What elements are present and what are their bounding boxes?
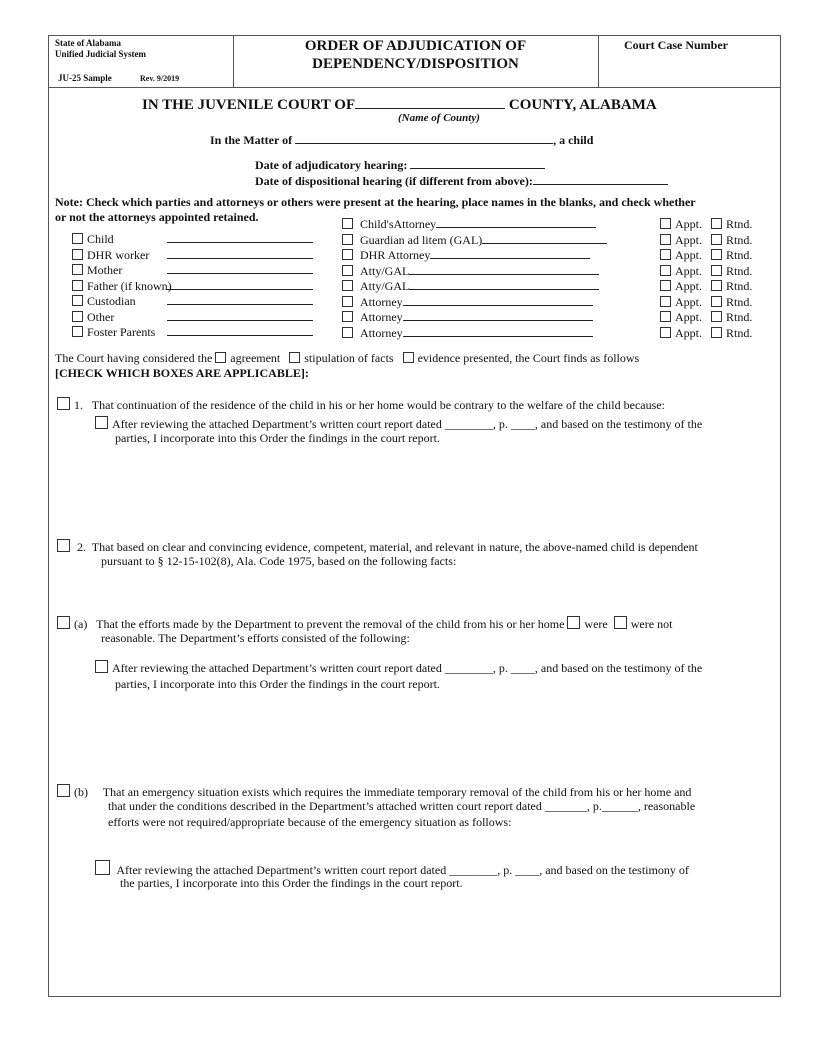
county-hint: (Name of County): [398, 112, 480, 124]
appointment-options: Appt. Rtnd.: [660, 310, 752, 325]
attorney-name-field[interactable]: [403, 295, 593, 306]
party-name-field[interactable]: [167, 310, 313, 321]
finding-2-checkbox[interactable]: [57, 539, 70, 552]
attorney-name-field[interactable]: [409, 264, 599, 275]
party-row: Father (if known): [72, 279, 313, 294]
attorney-checkbox[interactable]: [342, 327, 353, 338]
evidence-checkbox[interactable]: [403, 352, 414, 363]
rtnd-checkbox[interactable]: [711, 234, 722, 245]
attorney-checkbox[interactable]: [342, 218, 353, 229]
party-checkbox[interactable]: [72, 264, 83, 275]
party-name-field[interactable]: [167, 325, 313, 336]
appointment-options: Appt. Rtnd.: [660, 248, 752, 263]
note-text: or not the attorneys appointed retained.: [55, 210, 259, 224]
appt-checkbox[interactable]: [660, 218, 671, 229]
attorney-name-field[interactable]: [409, 279, 599, 290]
dispositional-line: Date of dispositional hearing (if different from above):: [255, 174, 668, 189]
appointment-options: Appt. Rtnd.: [660, 295, 752, 310]
party-row: Child: [72, 232, 313, 247]
attorney-row: Attorney: [342, 310, 593, 325]
party-checkbox[interactable]: [72, 280, 83, 291]
rtnd-checkbox[interactable]: [711, 296, 722, 307]
party-checkbox[interactable]: [72, 326, 83, 337]
attorney-name-field[interactable]: [403, 326, 593, 337]
attorney-name-field[interactable]: [430, 248, 590, 259]
appt-checkbox[interactable]: [660, 249, 671, 260]
report-a-checkbox[interactable]: [95, 660, 108, 673]
party-row: DHR worker: [72, 248, 313, 263]
rtnd-checkbox[interactable]: [711, 311, 722, 322]
party-row: Foster Parents: [72, 325, 313, 340]
system-label: Unified Judicial System: [55, 49, 147, 59]
report-text: parties, I incorporate into this Order the findings in the court report.: [115, 431, 440, 445]
child-name-field[interactable]: [295, 133, 553, 144]
matter-line: In the Matter of , a child: [210, 133, 594, 147]
appointment-options: Appt. Rtnd.: [660, 233, 752, 248]
agreement-checkbox[interactable]: [215, 352, 226, 363]
finding-1-checkbox[interactable]: [57, 397, 70, 410]
finding-text: reasonable. The Department’s efforts consisted of the following:: [101, 631, 410, 645]
dispositional-date-field[interactable]: [533, 174, 668, 185]
appt-checkbox[interactable]: [660, 327, 671, 338]
stipulation-checkbox[interactable]: [289, 352, 300, 363]
rtnd-checkbox[interactable]: [711, 218, 722, 229]
rtnd-checkbox[interactable]: [711, 327, 722, 338]
attorney-row: DHR Attorney: [342, 248, 590, 263]
rtnd-checkbox[interactable]: [711, 249, 722, 260]
appt-checkbox[interactable]: [660, 265, 671, 276]
header-divider: [598, 35, 599, 87]
state-label: State of Alabama: [55, 38, 121, 48]
were-not-checkbox[interactable]: [614, 616, 627, 629]
finding-a-checkbox[interactable]: [57, 616, 70, 629]
finding-text: pursuant to § 12-15-102(8), Ala. Code 1975, based on the following facts:: [101, 554, 457, 568]
report-1-checkbox[interactable]: [95, 416, 108, 429]
attorney-row: Attorney: [342, 295, 593, 310]
party-checkbox[interactable]: [72, 233, 83, 244]
adjudicatory-date-field[interactable]: [410, 158, 545, 169]
revision: Rev. 9/2019: [140, 74, 180, 83]
rtnd-checkbox[interactable]: [711, 265, 722, 276]
form-id: JU-25 Sample: [58, 73, 112, 83]
appointment-options: Appt. Rtnd.: [660, 217, 752, 232]
finding-text: that under the conditions described in the Department’s attached written court report dated _______, p.______, reasonable: [108, 799, 696, 813]
finding-text: efforts were not required/appropriate because of the emergency situation as follows:: [108, 815, 512, 829]
attorney-row: Child'sAttorney: [342, 217, 596, 232]
form-page: State of Alabama Unified Judicial System JU-25 Sample Rev. 9/2019 ORDER OF ADJUDICATION OF DEPENDENCY/DISPOSITION Court Case Number IN THE JUVENILE COURT OF COUNTY, ALABAMA (Name of County) In the Matter of , a child Date of adjudicatory hearing: Date of dispositional hearing (if different from above): Note: Check which parties and attorneys or others were present at the hearing, place names in the blanks, and check whether or not the attorneys appointed retained. Child DHR worker Mother Father (if known) Custodian Other Foster Parents Child'sAttorney Appt. Rtnd. Guardian ad litem (GAL) Appt. Rtnd. DHR Attorney Appt. Rtnd. Atty/GAL Appt. Rtnd. Atty/GAL Appt. Rtnd. Attorney Appt. Rtnd. Attorney Appt. Rtnd. Attorney Appt. Rtnd. The Court having considered the agreement stipulation of facts evidence presented, the Court finds as follows [CHECK WHICH BOXES ARE APPLICABLE]: 1. That continuation of the residence of the child in his or her home would be contrary to the welfare of the child because: After reviewing the attached Department’s written court report dated ________, p. ____, and based on the testimony of the parties, I incorporate into this Order the findings in the court report. 2. That based on clear and convincing evidence, competent, material, and relevant in nature, the above-named child is dependent pursuant to § 12-15-102(8), Ala. Code 1975, based on the following facts: (a) That the efforts made by the Department to prevent the removal of the child from his or her home were were not reasonable. The Department’s efforts consisted of the following: After reviewing the attached Department’s written court report dated ________, p. ____, and based on the testimony of the parties, I incorporate into this Order the findings in the court report. (b) That an emergency situation exists which requires the immediate temporary removal of the child from his or her home and that under the conditions described in the Department’s attached written court report dated _______, p.______, reasonable efforts were not required/appropriate because of the emergency situation as follows: After reviewing the attached Department’s written court report dated ________, p. ____, and based on the testimony of the parties, I incorporate into this Order the findings in the court report.: [0, 0, 816, 1056]
party-row: Other: [72, 310, 313, 325]
appt-checkbox[interactable]: [660, 234, 671, 245]
party-checkbox[interactable]: [72, 249, 83, 260]
party-checkbox[interactable]: [72, 295, 83, 306]
appointment-options: Appt. Rtnd.: [660, 279, 752, 294]
instruction-text: [CHECK WHICH BOXES ARE APPLICABLE]:: [55, 366, 309, 380]
appt-checkbox[interactable]: [660, 311, 671, 322]
attorney-checkbox[interactable]: [342, 296, 353, 307]
attorney-row: Attorney: [342, 326, 593, 341]
appt-checkbox[interactable]: [660, 296, 671, 307]
attorney-name-field[interactable]: [482, 233, 607, 244]
attorney-row: Atty/GAL: [342, 264, 599, 279]
attorney-row: Guardian ad litem (GAL): [342, 233, 607, 248]
note-text: Note: Check which parties and attorneys or others were present at the hearing, place names in the blanks, and check whether: [55, 195, 696, 209]
attorney-checkbox[interactable]: [342, 265, 353, 276]
attorney-checkbox[interactable]: [342, 249, 353, 260]
attorney-row: Atty/GAL: [342, 279, 599, 294]
party-checkbox[interactable]: [72, 311, 83, 322]
appointment-options: Appt. Rtnd.: [660, 264, 752, 279]
finding-b-checkbox[interactable]: [57, 784, 70, 797]
considered-line: The Court having considered the agreement stipulation of facts evidence presented, the Court finds as follows: [55, 351, 640, 365]
attorney-name-field[interactable]: [436, 217, 596, 228]
county-field[interactable]: [355, 98, 505, 109]
party-name-field[interactable]: [167, 232, 313, 243]
report-b-checkbox[interactable]: [95, 860, 110, 875]
party-name-field[interactable]: [167, 248, 313, 259]
party-name-field[interactable]: [167, 263, 313, 274]
court-heading: IN THE JUVENILE COURT OF COUNTY, ALABAMA: [142, 97, 657, 113]
party-row: Custodian: [72, 294, 313, 309]
form-title: DEPENDENCY/DISPOSITION: [312, 56, 519, 72]
party-name-field[interactable]: [167, 279, 313, 290]
report-text: parties, I incorporate into this Order the findings in the court report.: [115, 677, 440, 691]
party-row: Mother: [72, 263, 313, 278]
rtnd-checkbox[interactable]: [711, 280, 722, 291]
appt-checkbox[interactable]: [660, 280, 671, 291]
attorney-name-field[interactable]: [403, 310, 593, 321]
appointment-options: Appt. Rtnd.: [660, 326, 752, 341]
attorney-checkbox[interactable]: [342, 280, 353, 291]
header-divider: [48, 87, 781, 88]
attorney-checkbox[interactable]: [342, 234, 353, 245]
adjudicatory-line: Date of adjudicatory hearing:: [255, 158, 545, 173]
party-name-field[interactable]: [167, 294, 313, 305]
form-title: ORDER OF ADJUDICATION OF: [304, 38, 527, 54]
attorney-checkbox[interactable]: [342, 311, 353, 322]
report-text: the parties, I incorporate into this Order the findings in the court report.: [120, 876, 463, 890]
were-checkbox[interactable]: [567, 616, 580, 629]
case-number-label: Court Case Number: [624, 38, 728, 52]
